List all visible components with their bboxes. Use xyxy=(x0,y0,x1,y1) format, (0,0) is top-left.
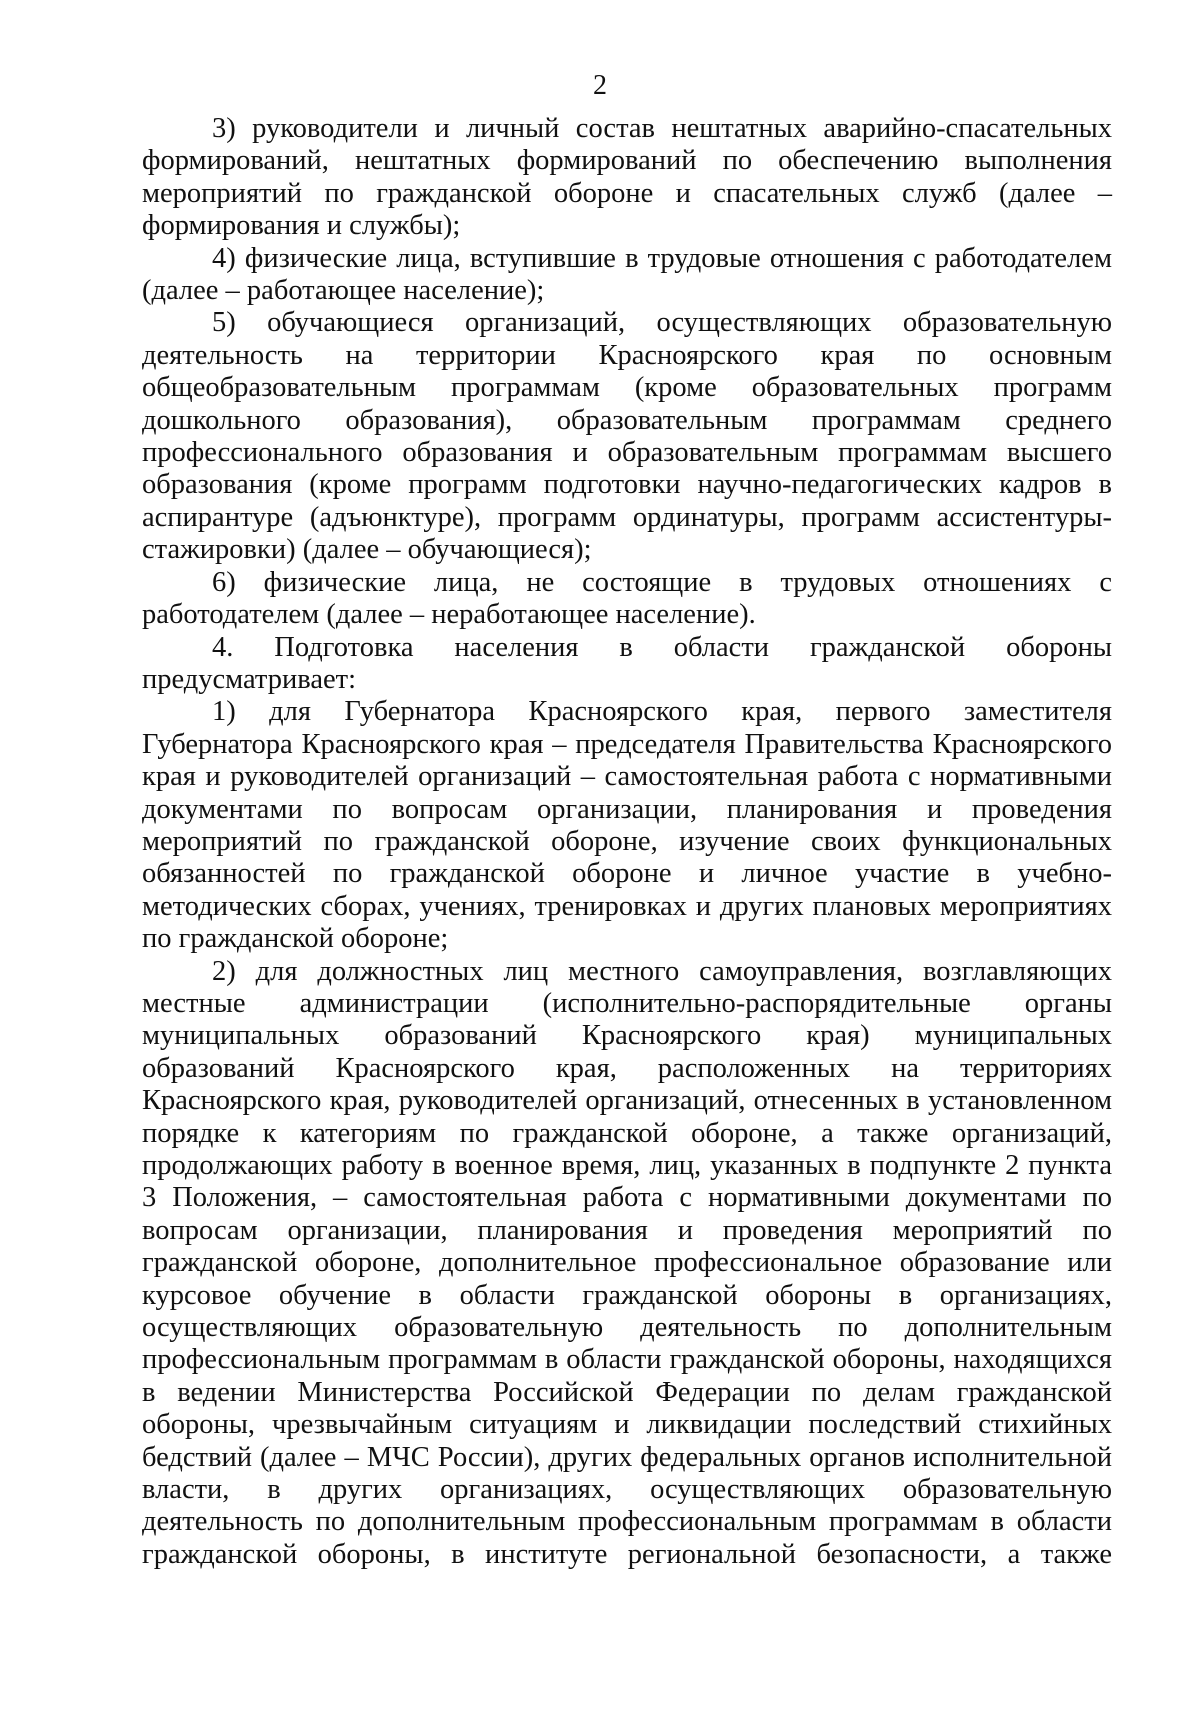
paragraph-item-5: 5) обучающиеся организаций, осуществляющих образовательную деятельность на территории Красноярского края по основным общеобразовательным программам (кроме образовательных программ дошкольного образования), образовательным программам среднего профессионального образования и образовательным программам высшего образования (кроме программ подготовки научно-педагогических кадров в аспирантуре (адъюнктуре), программ ординатуры, программ ассистентуры-стажировки) (далее – обучающиеся); xyxy=(142,307,1112,566)
document-body xyxy=(142,113,1112,1571)
paragraph-subitem-1: 1) для Губернатора Красноярского края, первого заместителя Губернатора Красноярского края – председателя Правительства Красноярского края и руководителей организаций – самостоятельная работа с нормативными документами по вопросам организации, планирования и проведения мероприятий по гражданской обороне, изучение своих функциональных обязанностей по гражданской обороне и личное участие в учебно-методических сборах, учениях, тренировках и других плановых мероприятиях по гражданской обороне; xyxy=(142,696,1112,955)
paragraph-item-3: 3) руководители и личный состав нештатных аварийно-спасательных формирований, нештатных формирований по обеспечению выполнения мероприятий по гражданской обороне и спасательных служб (далее – формирования и службы); xyxy=(142,113,1112,242)
paragraph-item-4: 4) физические лица, вступившие в трудовые отношения с работодателем (далее – работающее население); xyxy=(142,242,1112,307)
paragraph-subitem-2: 2) для должностных лиц местного самоуправления, возглавляющих местные администрации (исполнительно-распорядительные органы муниципальных образований Красноярского края) муниципальных образований Красноярского края, расположенных на территориях Красноярского края, руководителей организаций, отнесенных в установленном порядке к категориям по гражданской обороне, а также организаций, продолжающих работу в военное время, лиц, указанных в подпункте 2 пункта 3 Положения, – самостоятельная работа с нормативными документами по вопросам организации, планирования и проведения мероприятий по гражданской обороне, дополнительное профессиональное образование или курсовое обучение в области гражданской обороны в организациях, осуществляющих образовательную деятельность по дополнительным профессиональным программам в области гражданской обороны, находящихся в ведении Министерства Российской Федерации по делам гражданской обороны, чрезвычайным ситуациям и ликвидации последствий стихийных бедствий (далее – МЧС России), других федеральных органов исполнительной власти, в других организациях, осуществляющих образовательную деятельность по дополнительным профессиональным программам в области гражданской обороны, в институте региональной безопасности, а также xyxy=(142,955,1112,1570)
paragraph-section-4: 4. Подготовка населения в области гражданской обороны предусматривает: xyxy=(142,631,1112,695)
paragraph-item-6: 6) физические лица, не состоящие в трудовых отношениях с работодателем (далее – неработающее население). xyxy=(142,566,1112,631)
page-number: 2 xyxy=(593,70,607,101)
